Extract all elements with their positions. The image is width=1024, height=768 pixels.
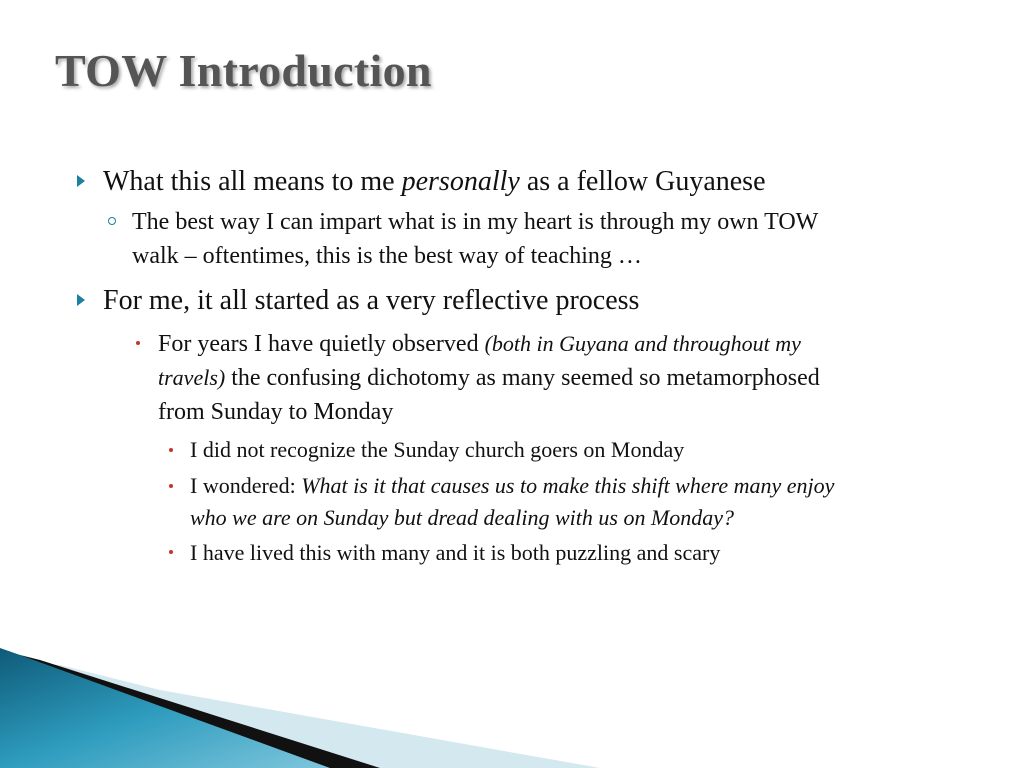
bullet-text: the confusing dichotomy as many seemed so metamorphosed <box>225 365 820 391</box>
bullet-text: I did not recognize the Sunday church goers on Monday <box>190 437 685 462</box>
bullet-emphasis: personally <box>401 166 520 197</box>
bullet-line: The best way I can impart what is in my heart is through my own TOW <box>132 209 819 235</box>
bullet-text: as a fellow Guyanese <box>519 166 766 197</box>
bullet-text: What this all means to me <box>103 166 402 197</box>
bullet-emphasis: who we are on Sunday but dread dealing with us on Monday? <box>190 505 735 530</box>
bullet-emphasis: What is it that causes us to make this shift where many enjoy <box>301 473 835 498</box>
bullet-emphasis: (both in Guyana and throughout my <box>484 331 801 356</box>
bullet-text: For years I have quietly observed <box>158 331 485 357</box>
bullet-line: walk – oftentimes, this is the best way of teaching … <box>132 243 642 269</box>
bullet-line: from Sunday to Monday <box>158 399 394 425</box>
bullet-text: For me, it all started as a very reflective process <box>103 285 640 316</box>
bullet-emphasis: travels) <box>158 365 226 390</box>
bullet-text: I wondered: <box>190 473 302 498</box>
slide-title: TOW Introduction <box>55 45 432 96</box>
bullet-text: I have lived this with many and it is both puzzling and scary <box>190 540 721 565</box>
